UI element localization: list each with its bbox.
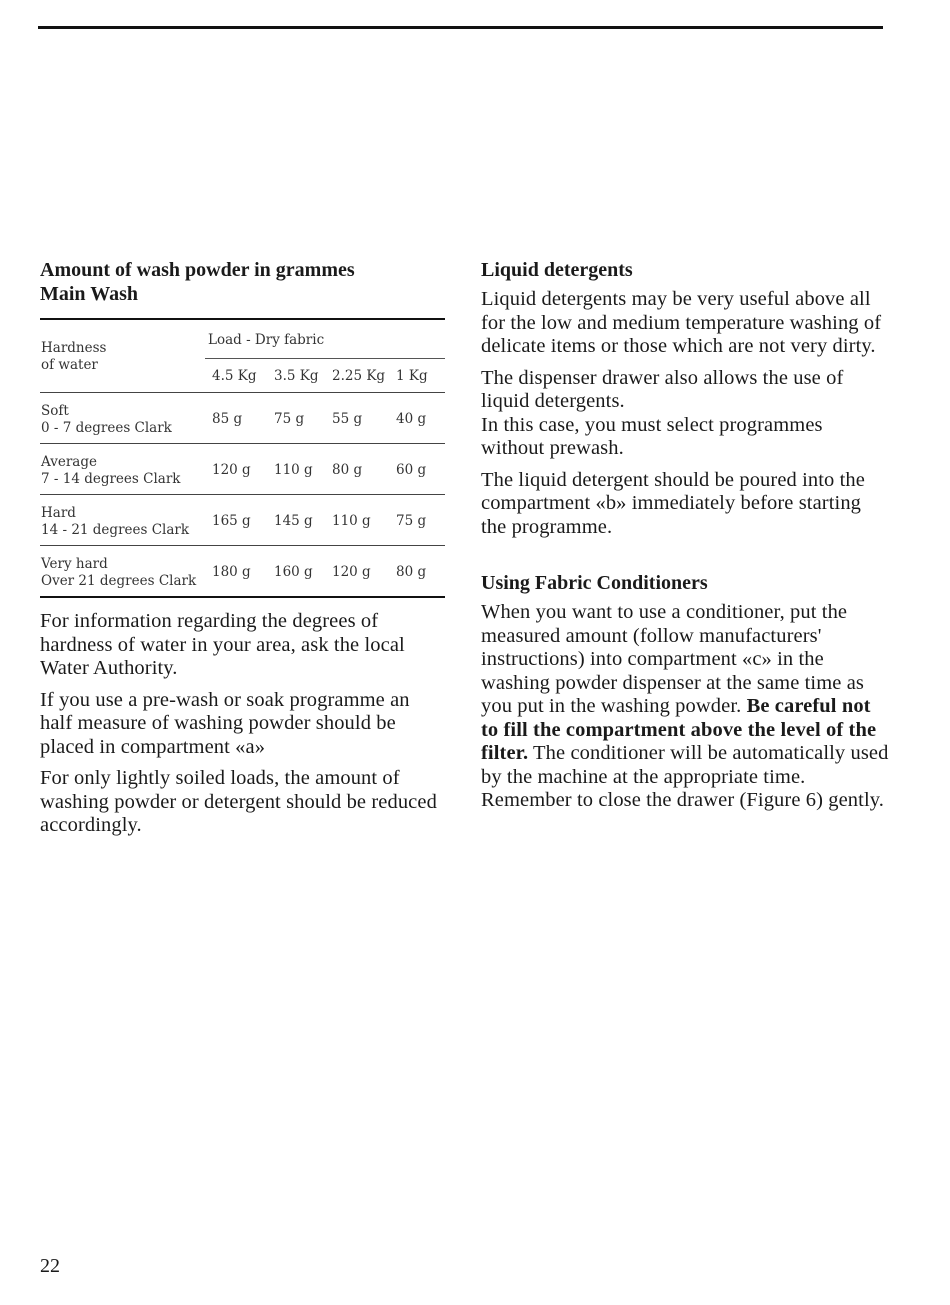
table-cell: 75 g bbox=[274, 411, 305, 427]
table-cell: 120 g bbox=[332, 564, 371, 580]
load-columns bbox=[208, 368, 445, 386]
table-cell: 165 g bbox=[212, 513, 251, 529]
column-header: 1 Kg bbox=[396, 368, 428, 384]
right-column bbox=[481, 258, 891, 821]
heading-line-2: Main Wash bbox=[40, 283, 138, 305]
row-label bbox=[41, 556, 196, 590]
heading-line-1: Amount of wash powder in grammes bbox=[40, 259, 355, 281]
table-row bbox=[40, 443, 445, 494]
hardness-range: 7 - 14 degrees Clark bbox=[41, 471, 181, 487]
fabric-text-end: The conditioner will be automatically used by the machine at the appropriate time. Remember to close the drawer (Figure 6) gently. bbox=[481, 742, 889, 811]
liquid-paragraph-3: The liquid detergent should be poured into the compartment «b» immediately before starting the programme. bbox=[481, 468, 865, 538]
fabric-warning: Be careful not to fill the compartment above the level of the filter. bbox=[481, 695, 877, 764]
row-values bbox=[208, 411, 445, 429]
table-bottom-rule bbox=[40, 596, 445, 598]
hardness-range: 14 - 21 degrees Clark bbox=[41, 522, 190, 538]
table-cell: 40 g bbox=[396, 411, 427, 427]
hardness-name: Average bbox=[41, 454, 97, 470]
row-label bbox=[41, 454, 180, 488]
fabric-conditioners-heading: Using Fabric Conditioners bbox=[481, 572, 708, 594]
table-row bbox=[40, 494, 445, 545]
column-header: 3.5 Kg bbox=[274, 368, 319, 384]
hardness-name: Hard bbox=[41, 505, 76, 521]
wash-powder-heading bbox=[40, 258, 445, 306]
liquid-paragraph-2a: The dispenser drawer also allows the use of liquid detergents. bbox=[481, 366, 844, 412]
table-cell: 60 g bbox=[396, 462, 427, 478]
hardness-header bbox=[41, 340, 106, 374]
prewash-paragraph: If you use a pre-wash or soak programme an half measure of washing powder should be placed in compartment «a» bbox=[40, 688, 410, 758]
hardness-name: Soft bbox=[41, 403, 69, 419]
table-cell: 120 g bbox=[212, 462, 251, 478]
liquid-paragraph-1: Liquid detergents may be very useful above all for the low and medium temperature washing of delicate items or those which are not very dirty. bbox=[481, 288, 882, 357]
row-values bbox=[208, 513, 445, 531]
load-header: Load - Dry fabric bbox=[208, 332, 325, 348]
fabric-paragraph bbox=[481, 601, 891, 813]
table-row bbox=[40, 392, 445, 443]
row-values bbox=[208, 462, 445, 480]
table-cell: 75 g bbox=[396, 513, 427, 529]
top-rule bbox=[38, 26, 883, 29]
table-cell: 160 g bbox=[274, 564, 313, 580]
table-cell: 80 g bbox=[332, 462, 363, 478]
table-cell: 145 g bbox=[274, 513, 313, 529]
water-authority-paragraph: For information regarding the degrees of hardness of water in your area, ask the local Water Authority. bbox=[40, 610, 405, 679]
hardness-range: Over 21 degrees Clark bbox=[41, 573, 197, 589]
left-column bbox=[40, 258, 445, 846]
hardness-header-line-2: of water bbox=[41, 357, 98, 373]
table-cell: 55 g bbox=[332, 411, 363, 427]
table-cell: 110 g bbox=[274, 462, 313, 478]
table-cell: 85 g bbox=[212, 411, 243, 427]
left-body-text bbox=[40, 610, 445, 838]
hardness-header-line-1: Hardness bbox=[41, 340, 107, 356]
table-header bbox=[40, 320, 445, 392]
liquid-paragraph-2 bbox=[481, 367, 891, 461]
hardness-name: Very hard bbox=[41, 556, 108, 572]
row-values bbox=[208, 564, 445, 582]
row-label bbox=[41, 505, 189, 539]
table-cell: 180 g bbox=[212, 564, 251, 580]
table-row bbox=[40, 545, 445, 596]
wash-powder-table bbox=[40, 318, 445, 598]
column-header: 4.5 Kg bbox=[212, 368, 257, 384]
load-header-rule bbox=[205, 358, 445, 359]
hardness-range: 0 - 7 degrees Clark bbox=[41, 420, 172, 436]
liquid-detergents-heading: Liquid detergents bbox=[481, 259, 633, 281]
row-label bbox=[41, 403, 172, 437]
column-header: 2.25 Kg bbox=[332, 368, 386, 384]
page-number: 22 bbox=[40, 1255, 60, 1277]
fabric-text-start: When you want to use a conditioner, put the measured amount (follow manufacturers' instructions) into compartment «c» in the washing powder dispenser at the same time as you put in the washing powder. bbox=[481, 601, 864, 717]
liquid-paragraph-2b: In this case, you must select programmes without prewash. bbox=[481, 413, 823, 459]
lightly-soiled-paragraph: For only lightly soiled loads, the amount of washing powder or detergent should be reduced accordingly. bbox=[40, 767, 437, 836]
table-cell: 110 g bbox=[332, 513, 371, 529]
table-cell: 80 g bbox=[396, 564, 427, 580]
